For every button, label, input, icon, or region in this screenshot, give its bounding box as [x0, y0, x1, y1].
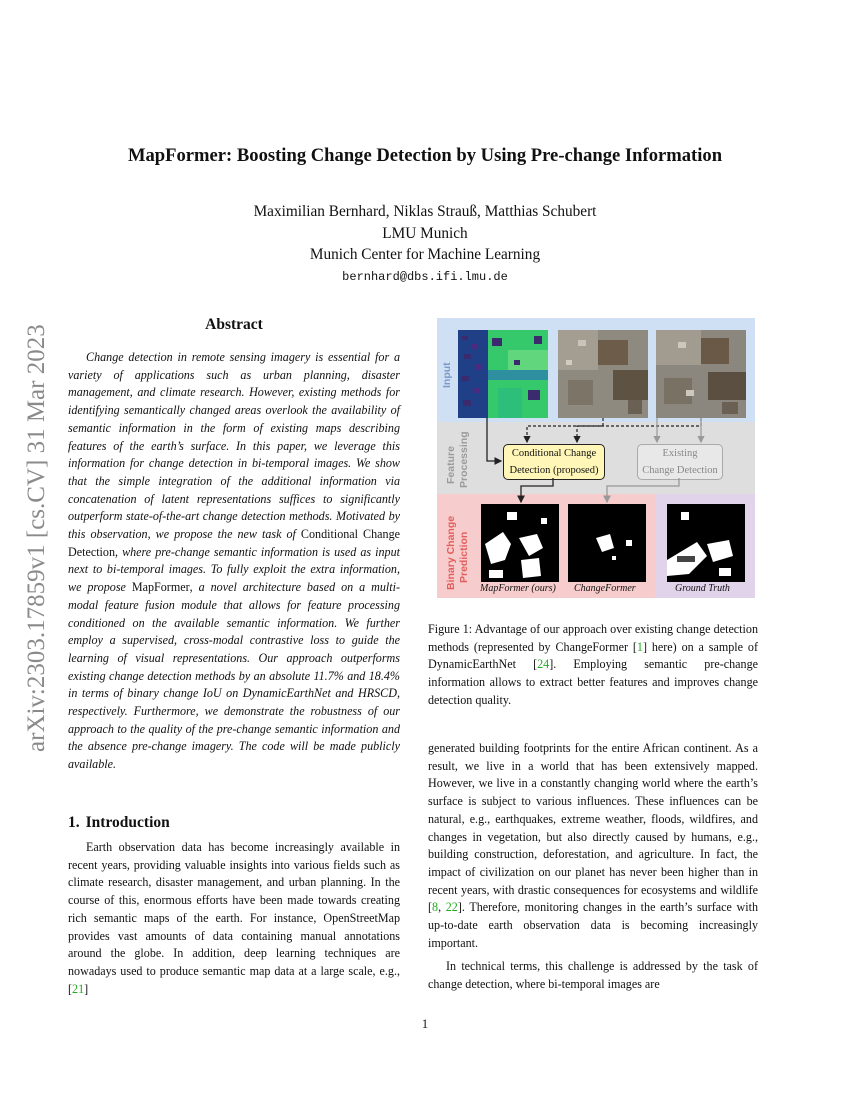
caption-ground-truth: Ground Truth — [675, 583, 730, 594]
figure-arrows — [437, 318, 755, 598]
abstract-heading: Abstract — [205, 316, 263, 333]
band-label-prediction: Prediction — [458, 531, 470, 583]
page-number: 1 — [421, 1017, 429, 1031]
arxiv-stamp: arXiv:2303.17859v1 [cs.CV] 31 Mar 2023 — [23, 324, 50, 752]
citation-link[interactable]: 21 — [72, 981, 85, 996]
figure-caption: Figure 1: Advantage of our approach over existing change detection methods (represented by ChangeFormer [1] here) on a sample of DynamicEarthNet [24]. Employing semantic pre-change information allows to extract better features and improves change detection quality. — [428, 622, 758, 707]
citation-link[interactable]: 22 — [445, 900, 458, 915]
caption-mapformer: MapFormer (ours) — [480, 583, 556, 594]
authors: Maximilian Bernhard, Niklas Strauß, Matthias Schubert — [253, 203, 597, 220]
citation-link[interactable]: 24 — [537, 657, 550, 672]
body-paragraph: generated building footprints for the entire African continent. As a result, we live in a world that has been extensively mapped. However, we live in a constantly changing world where the earth’s surface is subject to various influences. These influences can be natural, e.g., earthquakes, extreme weather, floods, wildfires, and changes in vegetation, but also directly caused by humans, e.g., building construction, deforestation, and agriculture. In fact, the impact of civilization on our planet has never been higher than in recent years, with drastic consequences for ecosystems and wildlife [8, 22]. Therefore, monitoring changes in the earth’s surface with up-to-date earth observation data is becoming increasingly important. — [428, 741, 758, 950]
paper-title: MapFormer: Boosting Change Detection by Using Pre-change Information — [127, 145, 723, 166]
caption-changeformer: ChangeFormer — [574, 583, 636, 594]
intro-paragraph: Earth observation data has become increasingly available in recent years, providing valuable insights into various fields such as climate research, disaster management, and urban planning. In the course of this, enormous efforts have been made towards creating rich semantic maps of the earth. For instance, OpenStreetMap provides vast amounts of data containing manual annotations around the globe. In addition, deep learning techniques are nowadays used to produce semantic map data at a large scale, e.g., [21] — [68, 840, 400, 996]
abstract-text: Change detection in remote sensing imagery is essential for a variety of applications such as urban planning, disaster management, and climate research. However, existing methods for identifying semantically changed areas overlook the availability of semantic information in the form of existing maps describing features of the earth’s surface. In this paper, we leverage this information for change detection in bi-temporal images. We show that the simple integration of the additional information via concatenation of latent representations suffices to significantly outperform state-of-the-art change detection methods. Motivated by this observation, we propose the new task of Conditional Change Detection, where pre-change semantic information is used as input next to bi-temporal images. To fully exploit the extra information, we propose MapFormer, a novel architecture based on a multi-modal feature fusion module that allows for feature processing conditioned on the available semantic information. We further employ a supervised, cross-modal contrastive loss to guide the learning of visual representations. Our approach outperforms existing change detection methods by an absolute 11.7% and 18.4% in terms of binary change IoU on DynamicEarthNet and HRSCD, respectively. Furthermore, we demonstrate the robustness of our approach to the quality of the pre-change semantic information and the absence pre-change imagery. The code will be made publicly available. — [68, 350, 401, 772]
section-heading-introduction: 1. Introduction — [68, 814, 170, 831]
existing-change-detection-box: Existing Change Detection — [637, 444, 723, 480]
band-label-binary-change: Binary Change — [445, 515, 457, 590]
band-label-feature: Feature — [445, 446, 457, 484]
band-label-processing: Processing — [458, 431, 470, 488]
email-link[interactable]: bernhard@dbs.ifi.lmu.de — [342, 269, 508, 284]
affiliation-mcml: Munich Center for Machine Learning — [309, 246, 541, 263]
citation-link[interactable]: 1 — [636, 639, 643, 654]
author-block — [0, 201, 850, 288]
citation-link[interactable]: 8 — [432, 900, 439, 915]
figure-1 — [437, 318, 755, 598]
affiliation-lmu: LMU Munich — [382, 224, 468, 242]
band-label-input: Input — [441, 362, 453, 388]
conditional-change-detection-box: Conditional Change Detection (proposed) — [503, 444, 605, 480]
body-paragraph: In technical terms, this challenge is addressed by the task of change detection, where bi-temporal images are — [428, 959, 758, 991]
